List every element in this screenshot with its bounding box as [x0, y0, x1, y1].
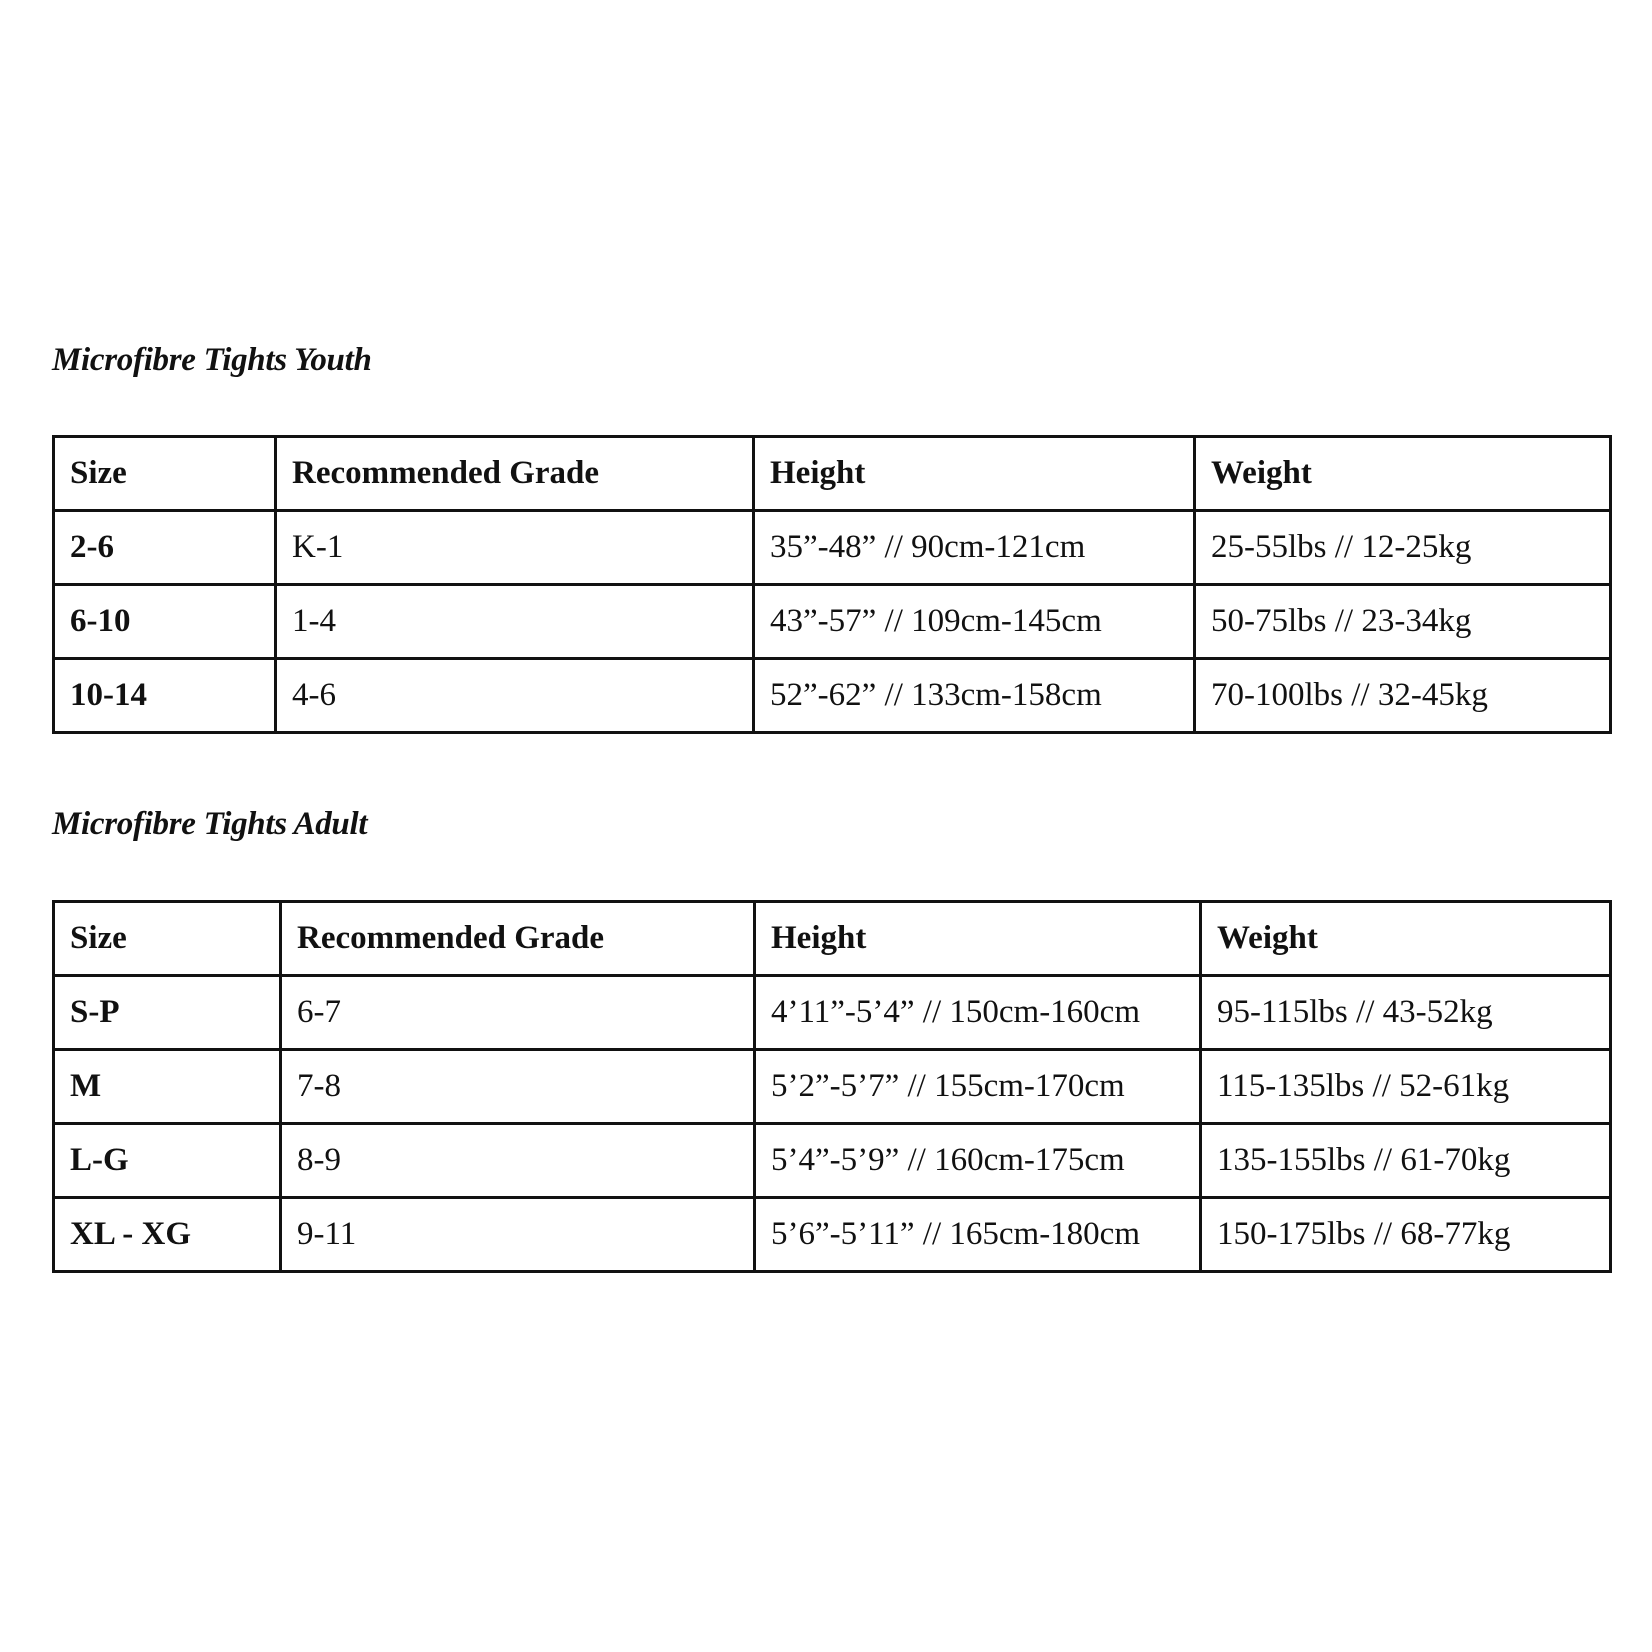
size-cell: XL - XG: [54, 1198, 281, 1272]
weight-cell: 150-175lbs // 68-77kg: [1201, 1198, 1611, 1272]
table-row: [54, 1050, 1611, 1124]
header-weight: Weight: [1195, 437, 1611, 511]
table-row: [54, 511, 1611, 585]
weight-cell: 25-55lbs // 12-25kg: [1195, 511, 1611, 585]
height-cell: 5’2”-5’7” // 155cm-170cm: [755, 1050, 1201, 1124]
header-recommended-grade: Recommended Grade: [276, 437, 754, 511]
weight-cell: 135-155lbs // 61-70kg: [1201, 1124, 1611, 1198]
table-row: [54, 976, 1611, 1050]
weight-cell: 50-75lbs // 23-34kg: [1195, 585, 1611, 659]
grade-cell: 7-8: [281, 1050, 755, 1124]
grade-cell: 4-6: [276, 659, 754, 733]
header-size: Size: [54, 437, 276, 511]
header-weight: Weight: [1201, 902, 1611, 976]
youth-size-table: [52, 435, 1612, 734]
size-cell: 2-6: [54, 511, 276, 585]
size-cell: M: [54, 1050, 281, 1124]
table-row: [54, 659, 1611, 733]
youth-section-title: Microfibre Tights Youth: [52, 342, 372, 378]
table-header-row: [54, 437, 1611, 511]
adult-section-title: Microfibre Tights Adult: [52, 806, 368, 842]
header-height: Height: [754, 437, 1195, 511]
size-cell: 10-14: [54, 659, 276, 733]
size-cell: S-P: [54, 976, 281, 1050]
header-recommended-grade: Recommended Grade: [281, 902, 755, 976]
height-cell: 5’4”-5’9” // 160cm-175cm: [755, 1124, 1201, 1198]
height-cell: 35”-48” // 90cm-121cm: [754, 511, 1195, 585]
height-cell: 5’6”-5’11” // 165cm-180cm: [755, 1198, 1201, 1272]
size-cell: 6-10: [54, 585, 276, 659]
header-height: Height: [755, 902, 1201, 976]
height-cell: 52”-62” // 133cm-158cm: [754, 659, 1195, 733]
table-header-row: [54, 902, 1611, 976]
grade-cell: K-1: [276, 511, 754, 585]
header-size: Size: [54, 902, 281, 976]
weight-cell: 70-100lbs // 32-45kg: [1195, 659, 1611, 733]
grade-cell: 8-9: [281, 1124, 755, 1198]
table-row: [54, 1124, 1611, 1198]
weight-cell: 115-135lbs // 52-61kg: [1201, 1050, 1611, 1124]
grade-cell: 9-11: [281, 1198, 755, 1272]
grade-cell: 1-4: [276, 585, 754, 659]
height-cell: 43”-57” // 109cm-145cm: [754, 585, 1195, 659]
size-cell: L-G: [54, 1124, 281, 1198]
height-cell: 4’11”-5’4” // 150cm-160cm: [755, 976, 1201, 1050]
grade-cell: 6-7: [281, 976, 755, 1050]
weight-cell: 95-115lbs // 43-52kg: [1201, 976, 1611, 1050]
adult-size-table: [52, 900, 1612, 1273]
table-row: [54, 585, 1611, 659]
table-row: [54, 1198, 1611, 1272]
